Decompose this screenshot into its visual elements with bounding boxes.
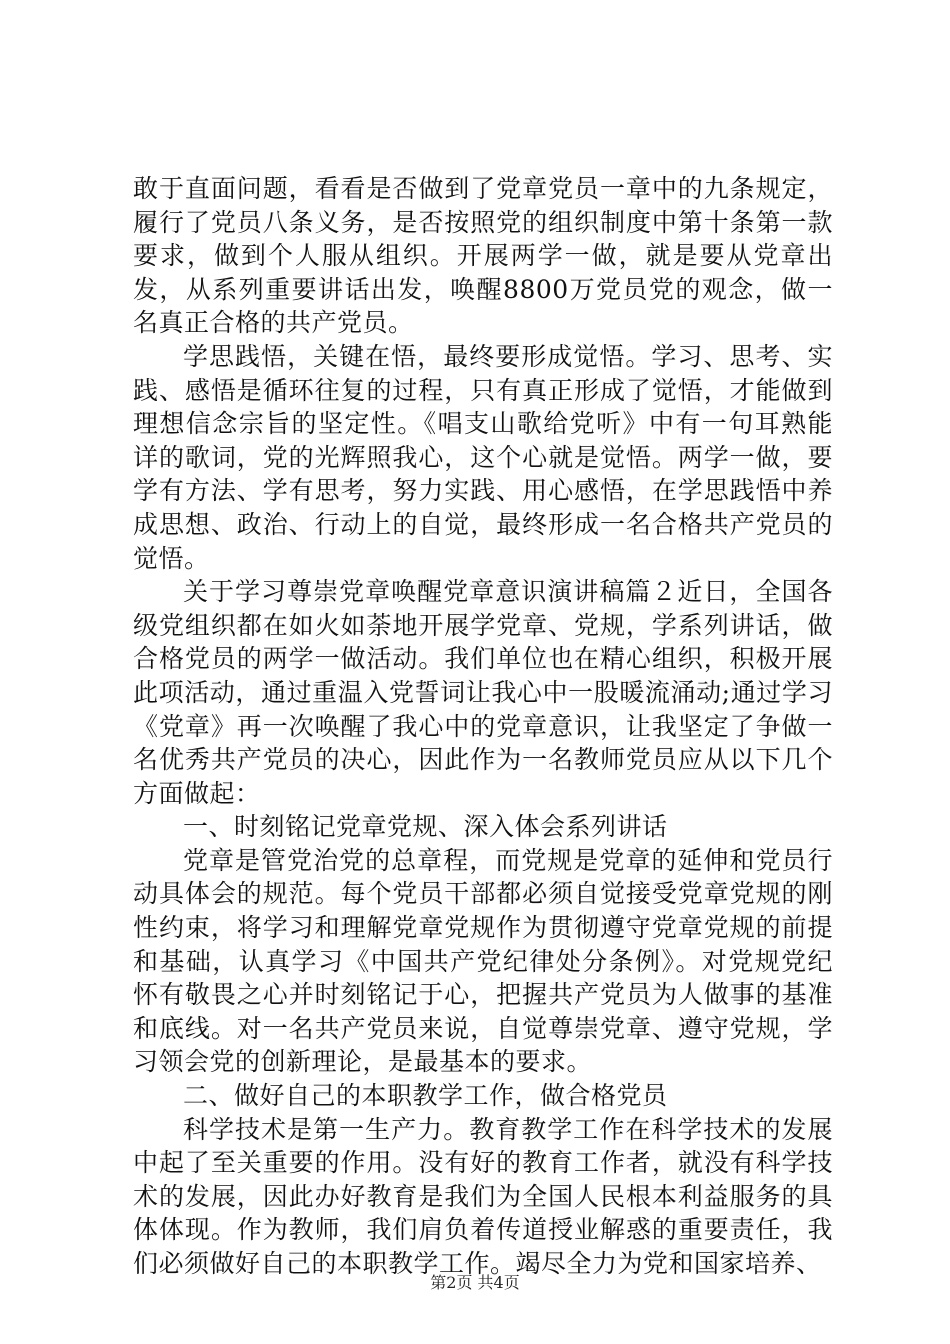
paragraph-5: 科学技术是第一生产力。教育教学工作在科学技术的发展中起了至关重要的作用。没有好的教育工作者，就没有科学技术的发展，因此办好教育是我们为全国人民根本利益服务的具体体现。作为教师，我们肩负着传道授业解惑的重要责任，我们必须做好自己的本职教学工作。竭尽全力为党和国家培养、 xyxy=(133,1114,833,1278)
document-body xyxy=(133,172,833,1281)
section-heading-2: 二、做好自己的本职教学工作，做合格党员 xyxy=(183,1081,668,1111)
page-number-footer: 第2页 共4页 xyxy=(430,1273,520,1292)
paragraph-3: 关于学习尊崇党章唤醒党章意识演讲稿篇２近日，全国各级党组织都在如火如荼地开展学党章、党规，学系列讲话，做合格党员的两学一做活动。我们单位也在精心组织，积极开展此项活动，通过重温入党誓词让我心中一股暖流涌动;通过学习《党章》再一次唤醒了我心中的党章意识，让我坚定了争做一名优秀共产党员的决心，因此作为一名教师党员应从以下几个方面做起： xyxy=(133,577,833,808)
paragraph-1: 敢于直面问题，看看是否做到了党章党员一章中的九条规定，履行了党员八条义务，是否按照党的组织制度中第十条第一款要求，做到个人服从组织。开展两学一做，就是要从党章出发，从系列重要讲话出发，唤醒8800万党员党的观念，做一名真正合格的共产党员。 xyxy=(133,174,833,338)
section-heading-1: 一、时刻铭记党章党规、深入体会系列讲话 xyxy=(183,812,668,842)
paragraph-4: 党章是管党治党的总章程，而党规是党章的延伸和党员行动具体会的规范。每个党员干部都必须自觉接受党章党规的刚性约束，将学习和理解党章党规作为贯彻遵守党章党规的前提和基础，认真学习《中国共产党纪律处分条例》。对党规党纪怀有敬畏之心并时刻铭记于心，把握共产党员为人做事的基准和底线。对一名共产党员来说，自觉尊崇党章、遵守党规，学习领会党的创新理论，是最基本的要求。 xyxy=(133,845,833,1077)
paragraph-2: 学思践悟，关键在悟，最终要形成觉悟。学习、思考、实践、感悟是循环往复的过程，只有真正形成了觉悟，才能做到理想信念宗旨的坚定性。《唱支山歌给党听》中有一句耳熟能详的歌词，党的光辉照我心，这个心就是觉悟。两学一做，要学有方法、学有思考，努力实践、用心感悟，在学思践悟中养成思想、政治、行动上的自觉，最终形成一名合格共产党员的觉悟。 xyxy=(133,341,833,573)
